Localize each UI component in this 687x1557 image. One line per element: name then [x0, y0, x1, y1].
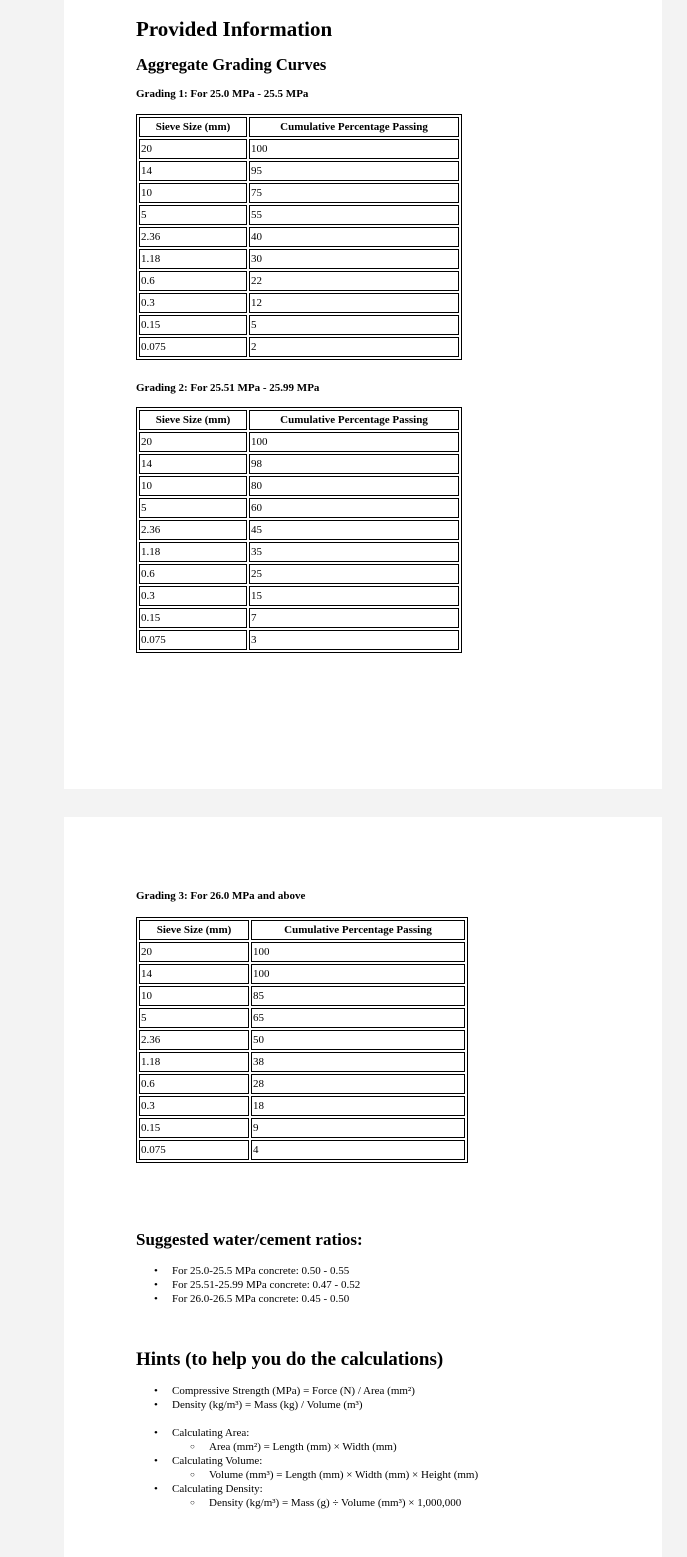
table-row — [139, 227, 459, 247]
passing-percent-cell: 95 — [249, 161, 459, 181]
table-row — [139, 1118, 465, 1138]
sieve-size-cell: 0.075 — [139, 630, 247, 650]
passing-percent-cell: 25 — [249, 564, 459, 584]
table-row — [139, 586, 459, 606]
passing-percent-cell: 3 — [249, 630, 459, 650]
list-item: • Density (kg/m³) = Mass (kg) / Volume (m³) — [136, 1398, 415, 1412]
sieve-size-cell: 5 — [139, 498, 247, 518]
table-row — [139, 139, 459, 159]
table-row — [139, 630, 459, 650]
wc-ratios-heading: Suggested water/cement ratios: — [136, 1230, 363, 1249]
sieve-size-cell: 1.18 — [139, 1052, 249, 1072]
sieve-size-cell: 5 — [139, 1008, 249, 1028]
table-row — [139, 986, 465, 1006]
column-header-sieve: Sieve Size (mm) — [139, 410, 247, 430]
passing-percent-cell: 30 — [249, 249, 459, 269]
column-header-passing: Cumulative Percentage Passing — [251, 920, 465, 940]
passing-percent-cell: 40 — [249, 227, 459, 247]
table-row — [139, 205, 459, 225]
passing-percent-cell: 65 — [251, 1008, 465, 1028]
table-row — [139, 161, 459, 181]
table-row — [139, 183, 459, 203]
grading-1-label: Grading 1: For 25.0 MPa - 25.5 MPa — [136, 88, 309, 100]
sieve-size-cell: 20 — [139, 942, 249, 962]
table-row — [139, 1140, 465, 1160]
sub-list-item: ○ Density (kg/m³) = Mass (g) ÷ Volume (mm³) × 1,000,000 — [136, 1496, 478, 1510]
sieve-size-cell: 1.18 — [139, 542, 247, 562]
passing-percent-cell: 100 — [251, 964, 465, 984]
table-header-row — [139, 410, 459, 430]
table-row — [139, 964, 465, 984]
passing-percent-cell: 50 — [251, 1030, 465, 1050]
table-row — [139, 1074, 465, 1094]
passing-percent-cell: 2 — [249, 337, 459, 357]
passing-percent-cell: 28 — [251, 1074, 465, 1094]
sieve-size-cell: 14 — [139, 161, 247, 181]
column-header-passing: Cumulative Percentage Passing — [249, 410, 459, 430]
passing-percent-cell: 75 — [249, 183, 459, 203]
list-item: • For 25.0-25.5 MPa concrete: 0.50 - 0.55 — [136, 1264, 360, 1278]
passing-percent-cell: 7 — [249, 608, 459, 628]
sieve-size-cell: 20 — [139, 432, 247, 452]
table-row — [139, 942, 465, 962]
sieve-size-cell: 0.6 — [139, 271, 247, 291]
passing-percent-cell: 98 — [249, 454, 459, 474]
table-row — [139, 293, 459, 313]
page-title: Provided Information — [136, 17, 333, 41]
passing-percent-cell: 45 — [249, 520, 459, 540]
sieve-size-cell: 0.3 — [139, 1096, 249, 1116]
grading-2-label: Grading 2: For 25.51 MPa - 25.99 MPa — [136, 382, 320, 394]
table-row — [139, 608, 459, 628]
sieve-size-cell: 5 — [139, 205, 247, 225]
sieve-size-cell: 0.15 — [139, 608, 247, 628]
sieve-size-cell: 0.3 — [139, 586, 247, 606]
table-row — [139, 476, 459, 496]
table-row — [139, 337, 459, 357]
passing-percent-cell: 100 — [251, 942, 465, 962]
table-row — [139, 498, 459, 518]
sub-list-item: ○ Area (mm²) = Length (mm) × Width (mm) — [136, 1440, 478, 1454]
sieve-size-cell: 1.18 — [139, 249, 247, 269]
list-item — [136, 1454, 478, 1482]
table-row — [139, 249, 459, 269]
calc-volume-label: Calculating Volume: — [172, 1455, 263, 1467]
column-header-sieve: Sieve Size (mm) — [139, 920, 249, 940]
passing-percent-cell: 15 — [249, 586, 459, 606]
table-header-row — [139, 920, 465, 940]
sieve-size-cell: 2.36 — [139, 1030, 249, 1050]
list-item: • For 25.51-25.99 MPa concrete: 0.47 - 0.52 — [136, 1278, 360, 1292]
sieve-size-cell: 10 — [139, 476, 247, 496]
passing-percent-cell: 55 — [249, 205, 459, 225]
column-header-passing: Cumulative Percentage Passing — [249, 117, 459, 137]
table-row — [139, 1030, 465, 1050]
list-item: • For 26.0-26.5 MPa concrete: 0.45 - 0.50 — [136, 1292, 360, 1306]
table-row — [139, 315, 459, 335]
passing-percent-cell: 85 — [251, 986, 465, 1006]
table-row — [139, 271, 459, 291]
passing-percent-cell: 22 — [249, 271, 459, 291]
wc-ratios-list — [136, 1264, 360, 1306]
hints-basic-list — [136, 1384, 415, 1412]
grading-2-table — [136, 407, 462, 653]
passing-percent-cell: 18 — [251, 1096, 465, 1116]
sub-list-item: ○ Volume (mm³) = Length (mm) × Width (mm) × Height (mm) — [136, 1468, 478, 1482]
table-row — [139, 520, 459, 540]
passing-percent-cell: 100 — [249, 139, 459, 159]
passing-percent-cell: 9 — [251, 1118, 465, 1138]
sieve-size-cell: 2.36 — [139, 227, 247, 247]
sieve-size-cell: 0.6 — [139, 564, 247, 584]
passing-percent-cell: 35 — [249, 542, 459, 562]
sieve-size-cell: 0.075 — [139, 337, 247, 357]
passing-percent-cell: 38 — [251, 1052, 465, 1072]
passing-percent-cell: 60 — [249, 498, 459, 518]
passing-percent-cell: 4 — [251, 1140, 465, 1160]
section-heading-grading-curves: Aggregate Grading Curves — [136, 55, 327, 74]
passing-percent-cell: 80 — [249, 476, 459, 496]
sieve-size-cell: 20 — [139, 139, 247, 159]
sieve-size-cell: 14 — [139, 964, 249, 984]
hints-heading: Hints (to help you do the calculations) — [136, 1349, 444, 1370]
table-row — [139, 432, 459, 452]
sieve-size-cell: 10 — [139, 986, 249, 1006]
sieve-size-cell: 0.6 — [139, 1074, 249, 1094]
table-row — [139, 1008, 465, 1028]
sieve-size-cell: 2.36 — [139, 520, 247, 540]
sieve-size-cell: 0.15 — [139, 315, 247, 335]
hints-calc-list — [136, 1426, 478, 1510]
passing-percent-cell: 100 — [249, 432, 459, 452]
sieve-size-cell: 14 — [139, 454, 247, 474]
table-row — [139, 542, 459, 562]
grading-1-table — [136, 114, 462, 360]
sieve-size-cell: 0.075 — [139, 1140, 249, 1160]
table-row — [139, 564, 459, 584]
sieve-size-cell: 0.15 — [139, 1118, 249, 1138]
sieve-size-cell: 0.3 — [139, 293, 247, 313]
calc-area-label: Calculating Area: — [172, 1427, 250, 1439]
list-item: • Compressive Strength (MPa) = Force (N) / Area (mm²) — [136, 1384, 415, 1398]
table-row — [139, 454, 459, 474]
passing-percent-cell: 12 — [249, 293, 459, 313]
calc-density-label: Calculating Density: — [172, 1483, 263, 1495]
grading-3-table — [136, 917, 468, 1163]
table-header-row — [139, 117, 459, 137]
table-row — [139, 1052, 465, 1072]
passing-percent-cell: 5 — [249, 315, 459, 335]
grading-3-label: Grading 3: For 26.0 MPa and above — [136, 890, 306, 902]
list-item — [136, 1482, 478, 1510]
table-row — [139, 1096, 465, 1116]
sieve-size-cell: 10 — [139, 183, 247, 203]
list-item — [136, 1426, 478, 1454]
column-header-sieve: Sieve Size (mm) — [139, 117, 247, 137]
